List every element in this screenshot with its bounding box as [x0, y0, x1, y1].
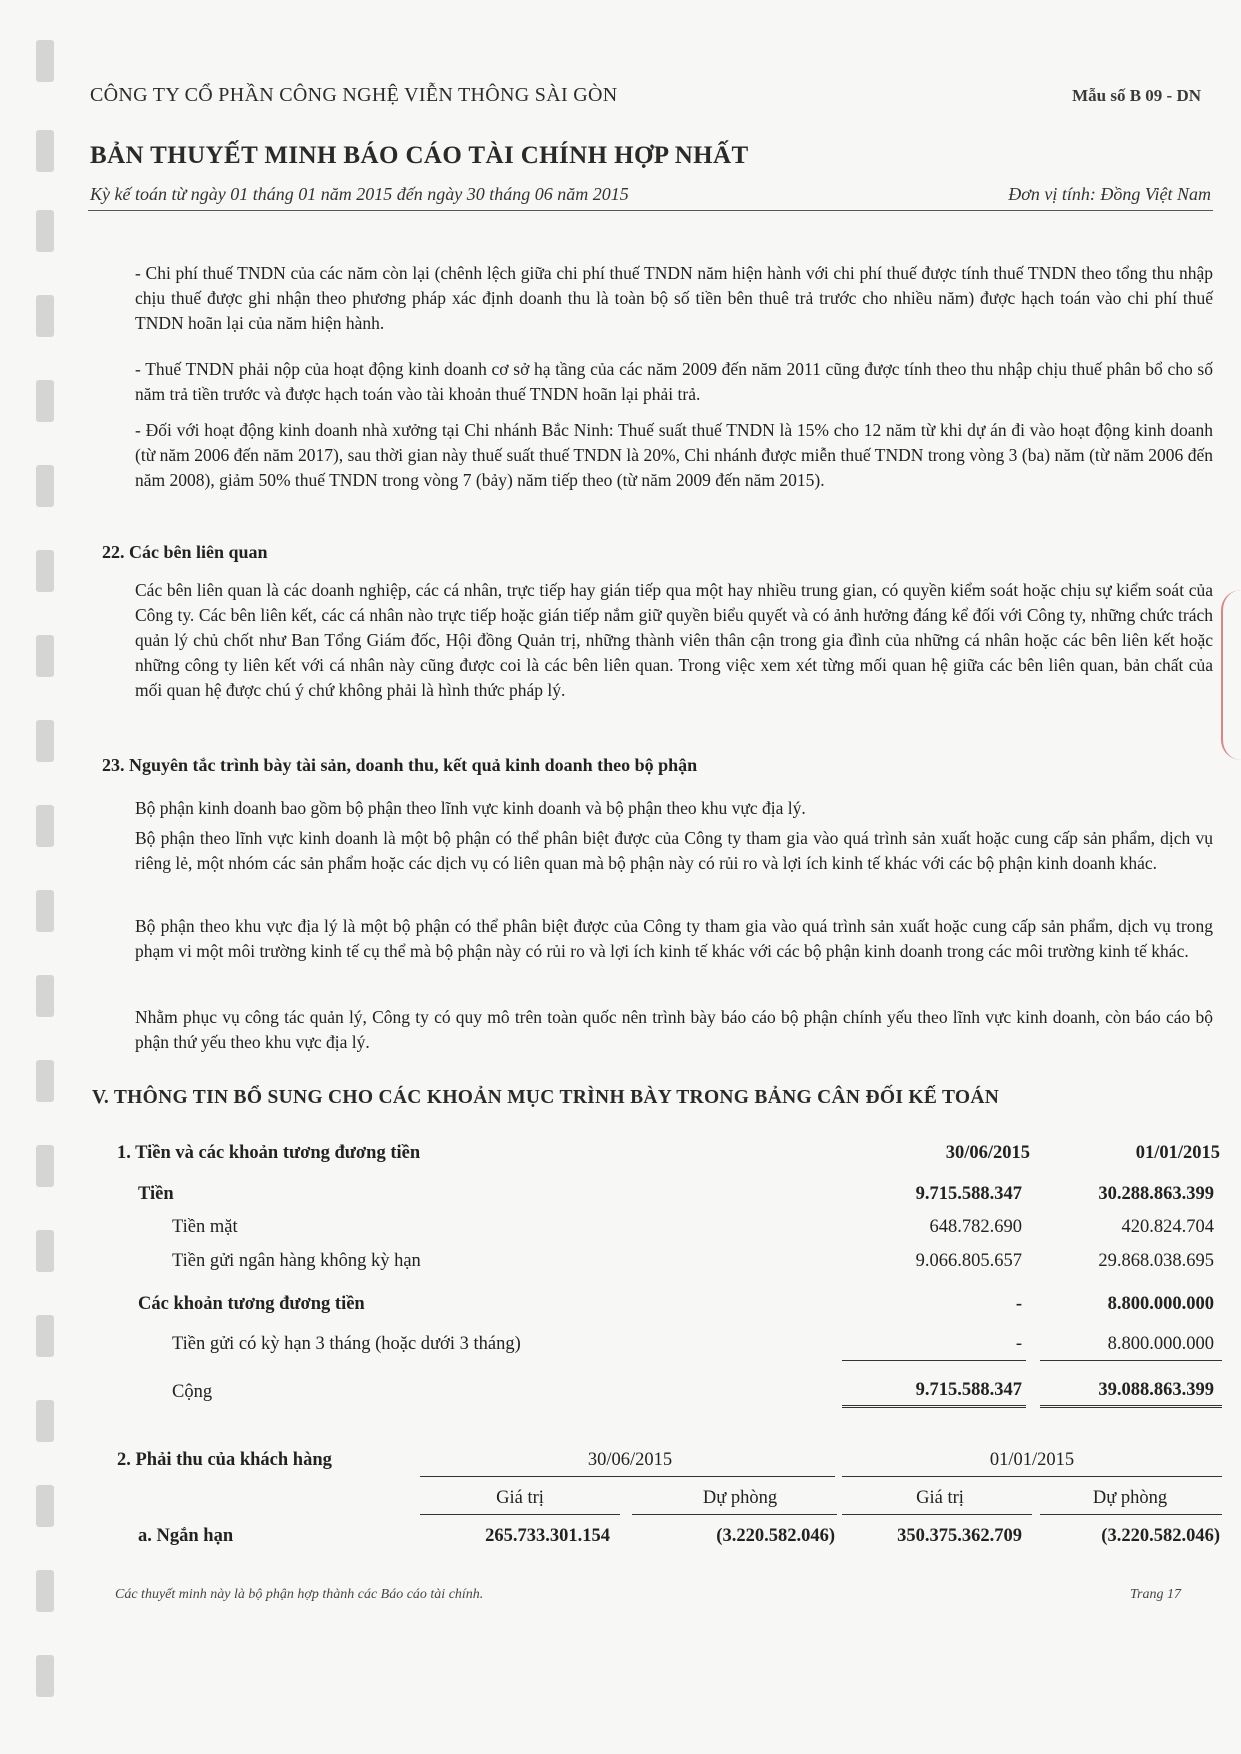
demand-deposit-value-1: 9.066.805.657 [915, 1251, 1022, 1271]
footer-note: Các thuyết minh này là bộ phận hợp thành các Báo cáo tài chính. [115, 1587, 484, 1602]
short-term-provision-1: (3.220.582.046) [716, 1526, 835, 1546]
period-2-rule [842, 1476, 1222, 1477]
document-title: BẢN THUYẾT MINH BÁO CÁO TÀI CHÍNH HỢP NHẤT [90, 142, 749, 169]
header-divider [88, 210, 1213, 211]
stamp-edge [1221, 590, 1241, 760]
demand-deposit-value-2: 29.868.038.695 [1098, 1251, 1214, 1271]
currency-unit: Đơn vị tính: Đồng Việt Nam [1008, 184, 1211, 204]
subtotal-rule-2 [1040, 1360, 1222, 1361]
cash-row-value-1: 9.715.588.347 [915, 1184, 1022, 1204]
demand-deposit-label: Tiền gửi ngân hàng không kỳ hạn [172, 1251, 421, 1271]
short-term-label: a. Ngắn hạn [138, 1526, 234, 1546]
col-provision-1: Dự phòng [702, 1488, 778, 1508]
section-23-paragraph-1: Bộ phận kinh doanh bao gồm bộ phận theo lĩnh vực kinh doanh và bộ phận theo khu vực địa lý. [135, 798, 806, 818]
section-23-paragraph-2: Bộ phận theo lĩnh vực kinh doanh là một bộ phận có thể phân biệt được của Công ty tham gia vào quá trình sản xuất hoặc cung cấp sản phẩm, dịch vụ riêng lẻ, một nhóm các sản phẩm hoặc các dịch vụ có liên quan mà bộ phận này có rủi ro và lợi ích kinh tế khác với các bộ phận kinh doanh khác. [135, 828, 1213, 873]
cash-row-value-2: 30.288.863.399 [1098, 1184, 1214, 1204]
col-provision-2: Dự phòng [1092, 1488, 1168, 1508]
reporting-period: Kỳ kế toán từ ngày 01 tháng 01 năm 2015 đến ngày 30 tháng 06 năm 2015 [90, 184, 629, 204]
cash-equivalents-label: Các khoản tương đương tiền [138, 1294, 365, 1314]
term-deposit-value-1: - [1015, 1334, 1022, 1354]
tax-paragraph-3: - Đối với hoạt động kinh doanh nhà xưởng tại Chi nhánh Bắc Ninh: Thuế suất thuế TNDN là 15% cho 12 năm từ khi dự án đi vào hoạt động kinh doanh (từ năm 2006 đến năm 2017), sau thời gian này thuế suất thuế TNDN là 20%, Chi nhánh được miễn thuế TNDN trong vòng 3 (ba) năm (từ năm 2006 đến năm 2008), giảm 50% thuế TNDN trong vòng 7 (bảy) năm tiếp theo (từ năm 2009 đến năm 2015). [135, 420, 1213, 490]
cash-table-col-2015-01: 01/01/2015 [1135, 1143, 1220, 1163]
section-22-text: Các bên liên quan là các doanh nghiệp, các cá nhân, trực tiếp hay gián tiếp qua một hay nhiều trung gian, có quyền kiểm soát hoặc chịu sự kiểm soát của Công ty. Các bên liên kết, các cá nhân nào trực tiếp hoặc gián tiếp nắm giữ quyền biểu quyết và có ảnh hưởng đáng kể đối với Công ty, những chức trách quản lý chủ chốt như Ban Tổng Giám đốc, Hội đồng Quản trị, những thành viên thân cận trong gia đình của những cá nhân hoặc các bên liên kết hoặc những công ty liên kết với cá nhân này cũng được coi là các bên liên quan. Trong việc xem xét từng mối quan hệ giữa các bên liên quan, bản chất của mối quan hệ được chú ý chứ không phải là hình thức pháp lý. [135, 580, 1213, 700]
tax-paragraph-2: - Thuế TNDN phải nộp của hoạt động kinh doanh cơ sở hạ tầng của các năm 2009 đến năm 2011 cũng được tính theo thu nhập chịu thuế phân bổ cho số năm trả tiền trước và được hạch toán vào tài khoản thuế TNDN hoãn lại phải trả. [135, 359, 1213, 404]
receivables-table-title: 2. Phải thu của khách hàng [117, 1450, 332, 1470]
cash-total-value-2: 39.088.863.399 [1098, 1380, 1214, 1400]
cash-on-hand-label: Tiền mặt [172, 1217, 238, 1237]
section-v-heading: V. THÔNG TIN BỔ SUNG CHO CÁC KHOẢN MỤC TRÌNH BÀY TRONG BẢNG CÂN ĐỐI KẾ TOÁN [92, 1087, 1000, 1108]
company-name: CÔNG TY CỔ PHẦN CÔNG NGHỆ VIỄN THÔNG SÀI GÒN [90, 84, 618, 106]
scan-binding-marks [36, 40, 56, 1700]
cash-equivalents-value-2: 8.800.000.000 [1107, 1294, 1214, 1314]
subtotal-rule-1 [842, 1360, 1026, 1361]
cash-table-title: 1. Tiền và các khoản tương đương tiền [117, 1143, 421, 1163]
form-code: Mẫu số B 09 - DN [1072, 86, 1201, 105]
period-1-rule [420, 1476, 835, 1477]
sub-rule-4 [1040, 1514, 1222, 1515]
cash-equivalents-value-1: - [1015, 1294, 1022, 1314]
receivables-period-2: 01/01/2015 [989, 1450, 1075, 1470]
tax-paragraph-1: - Chi phí thuế TNDN của các năm còn lại (chênh lệch giữa chi phí thuế TNDN năm hiện hành với chi phí thuế được tính thuế TNDN theo tổng thu nhập chịu thuế được ghi nhận theo phương pháp xác định doanh thu là toàn bộ số tiền bên thuê trả trước cho nhiều năm) được hạch toán vào chi phí thuế TNDN hoãn lại của năm hiện hành. [135, 263, 1213, 333]
section-23-paragraph-4: Nhằm phục vụ công tác quản lý, Công ty có quy mô trên toàn quốc nên trình bày báo cáo bộ phận chính yếu theo lĩnh vực kinh doanh, còn báo cáo bộ phận thứ yếu theo khu vực địa lý. [135, 1007, 1213, 1052]
short-term-value-2: 350.375.362.709 [897, 1526, 1022, 1546]
page-number: Trang 17 [1130, 1587, 1181, 1602]
short-term-value-1: 265.733.301.154 [485, 1526, 610, 1546]
cash-table-col-2015-06: 30/06/2015 [945, 1143, 1030, 1163]
section-23-paragraph-3: Bộ phận theo khu vực địa lý là một bộ phận có thể phân biệt được của Công ty tham gia vào quá trình sản xuất hoặc cung cấp sản phẩm, dịch vụ trong phạm vi một môi trường kinh tế cụ thể mà bộ phận này có rủi ro và lợi ích kinh tế khác với các bộ phận kinh doanh trong các môi trường kinh tế khác. [135, 916, 1213, 961]
total-rule-1 [842, 1405, 1026, 1408]
cash-row-label: Tiền [138, 1184, 174, 1204]
col-value-2: Giá trị [916, 1488, 964, 1508]
receivables-period-1: 30/06/2015 [587, 1450, 673, 1470]
sub-rule-2 [632, 1514, 837, 1515]
cash-total-value-1: 9.715.588.347 [915, 1380, 1022, 1400]
sub-rule-1 [420, 1514, 620, 1515]
short-term-provision-2: (3.220.582.046) [1101, 1526, 1220, 1546]
total-rule-2 [1040, 1405, 1222, 1408]
section-23-heading: 23. Nguyên tắc trình bày tài sản, doanh thu, kết quả kinh doanh theo bộ phận [102, 755, 698, 775]
cash-on-hand-value-2: 420.824.704 [1121, 1217, 1214, 1237]
sub-rule-3 [842, 1514, 1032, 1515]
term-deposit-value-2: 8.800.000.000 [1107, 1334, 1214, 1354]
section-22-heading: 22. Các bên liên quan [102, 542, 268, 562]
col-value-1: Giá trị [496, 1488, 544, 1508]
cash-total-label: Cộng [172, 1382, 213, 1402]
term-deposit-label: Tiền gửi có kỳ hạn 3 tháng (hoặc dưới 3 tháng) [172, 1334, 521, 1354]
cash-on-hand-value-1: 648.782.690 [929, 1217, 1022, 1237]
